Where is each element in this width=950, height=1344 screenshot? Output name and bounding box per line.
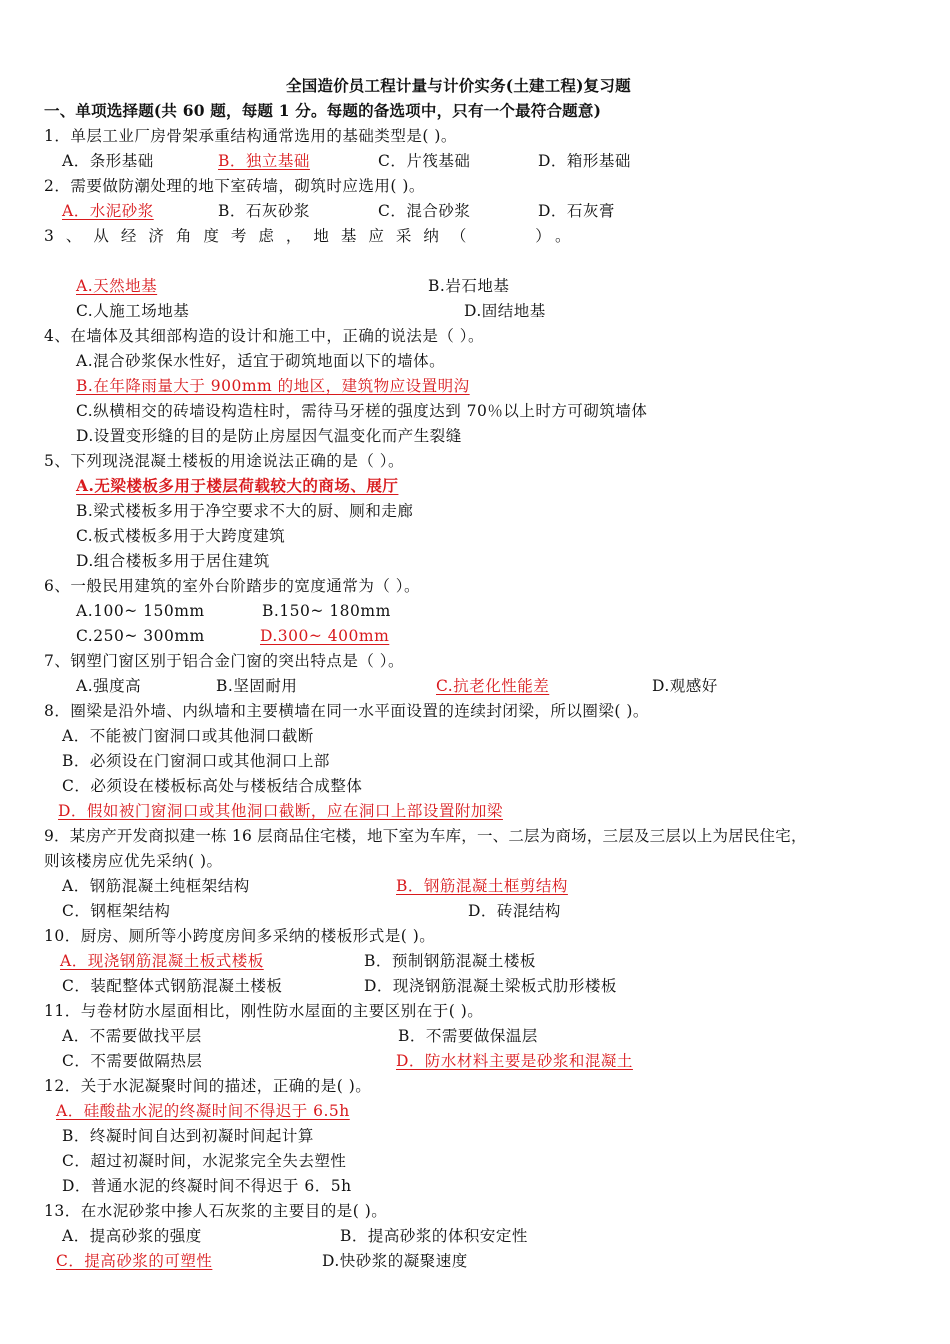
- q2-option-d: D．石灰膏: [538, 202, 615, 220]
- q7-option-d: D.观感好: [652, 677, 718, 695]
- q13-option-d: D.快砂浆的凝聚速度: [322, 1252, 468, 1270]
- q12-option-b: B．终凝时间自达到初凝时间起计算: [62, 1127, 314, 1145]
- q3-option-b: B.岩石地基: [428, 277, 510, 295]
- q13-option-b: B．提高砂浆的体积安定性: [340, 1227, 528, 1245]
- q2-option-c: C．混合砂浆: [378, 202, 471, 220]
- q7-option-c-answer: C.抗老化性能差: [436, 677, 550, 695]
- q3-option-c: C.人施工场地基: [76, 302, 190, 320]
- document-title: 全国造价员工程计量与计价实务(土建工程)复习题: [286, 76, 631, 95]
- q1-option-d: D．箱形基础: [538, 152, 631, 170]
- q11-option-a: A．不需要做找平层: [62, 1027, 202, 1045]
- q9-option-b-answer: B．钢筋混凝土框剪结构: [396, 877, 568, 895]
- q5-option-b: B.梁式楼板多用于净空要求不大的厨、厕和走廊: [76, 502, 414, 520]
- q6-option-c: C.250~ 300mm: [76, 627, 205, 645]
- q6-option-d-answer: D.300~ 400mm: [260, 627, 390, 645]
- q9-option-a: A．钢筋混凝土纯框架结构: [62, 877, 250, 895]
- q8-option-a: A．不能被门窗洞口或其他洞口截断: [62, 727, 314, 745]
- q10-option-a-answer: A．现浇钢筋混凝土板式楼板: [60, 952, 264, 970]
- q8-option-d-answer: D．假如被门窗洞口或其他洞口截断，应在洞口上部设置附加梁: [58, 802, 503, 820]
- q6-option-b: B.150~ 180mm: [262, 602, 391, 620]
- q13-option-c-answer: C．提高砂浆的可塑性: [56, 1252, 213, 1270]
- q7-option-a: A.强度高: [76, 677, 142, 695]
- question-3-stem: 3、从经济角度考虑，地基应采纳（ ）。: [44, 227, 583, 245]
- q5-option-d: D.组合楼板多用于居住建筑: [76, 552, 270, 570]
- q8-option-b: B．必须设在门窗洞口或其他洞口上部: [62, 752, 330, 770]
- q6-option-a: A.100~ 150mm: [76, 602, 205, 620]
- q1-option-a: A．条形基础: [62, 152, 154, 170]
- q11-option-d-answer: D．防水材料主要是砂浆和混凝土: [396, 1052, 633, 1070]
- q8-option-c: C．必须设在楼板标高处与楼板结合成整体: [62, 777, 363, 795]
- q11-option-c: C．不需要做隔热层: [62, 1052, 203, 1070]
- q7-option-b: B.坚固耐用: [216, 677, 298, 695]
- question-2-stem: 2．需要做防潮处理的地下室砖墙，砌筑时应选用( )。: [44, 177, 425, 195]
- q10-option-b: B．预制钢筋混凝土楼板: [364, 952, 536, 970]
- q12-option-a-answer: A．硅酸盐水泥的终凝时间不得迟于 6.5h: [56, 1102, 350, 1120]
- question-6-stem: 6、一般民用建筑的室外台阶踏步的宽度通常为（ ）。: [44, 577, 421, 595]
- q4-option-c: C.纵横相交的砖墙设构造柱时，需待马牙槎的强度达到 70％以上时方可砌筑墙体: [76, 402, 648, 420]
- question-12-stem: 12．关于水泥凝聚时间的描述，正确的是( )。: [44, 1077, 372, 1095]
- q10-option-d: D．现浇钢筋混凝土梁板式肋形楼板: [364, 977, 617, 995]
- question-9-stem: 9．某房产开发商拟建一栋 16 层商品住宅楼，地下室为车库，一、二层为商场，三层及三层以上为居民住宅，: [44, 827, 807, 845]
- q1-option-b-answer: B．独立基础: [218, 152, 310, 170]
- q4-option-d: D.设置变形缝的目的是防止房屋因气温变化而产生裂缝: [76, 427, 462, 445]
- question-7-stem: 7、钢塑门窗区别于铝合金门窗的突出特点是（ ）。: [44, 652, 405, 670]
- q9-option-d: D．砖混结构: [468, 902, 561, 920]
- question-11-stem: 11．与卷材防水屋面相比，刚性防水屋面的主要区别在于( )。: [44, 1002, 484, 1020]
- question-4-stem: 4、在墙体及其细部构造的设计和施工中，正确的说法是（ ）。: [44, 327, 485, 345]
- question-9-stem-cont: 则该楼房应优先采纳( )。: [44, 852, 223, 870]
- question-10-stem: 10．厨房、厕所等小跨度房间多采纳的楼板形式是( )。: [44, 927, 436, 945]
- q4-option-b-answer: B.在年降雨量大于 900mm 的地区，建筑物应设置明沟: [76, 377, 470, 395]
- question-13-stem: 13．在水泥砂浆中掺人石灰浆的主要目的是( )。: [44, 1202, 388, 1220]
- q12-option-c: C．超过初凝时间，水泥浆完全失去塑性: [62, 1152, 347, 1170]
- q1-option-c: C．片筏基础: [378, 152, 471, 170]
- q5-option-c: C.板式楼板多用于大跨度建筑: [76, 527, 286, 545]
- section-heading: 一、单项选择题(共 60 题，每题 1 分。每题的备选项中，只有一个最符合题意): [44, 101, 602, 120]
- q4-option-a: A.混合砂浆保水性好，适宜于砌筑地面以下的墙体。: [76, 352, 446, 370]
- q11-option-b: B．不需要做保温层: [398, 1027, 538, 1045]
- q9-option-c: C．钢框架结构: [62, 902, 171, 920]
- q3-option-a-answer: A.天然地基: [76, 277, 158, 295]
- q10-option-c: C．装配整体式钢筋混凝土楼板: [62, 977, 283, 995]
- question-1-stem: 1．单层工业厂房骨架承重结构通常选用的基础类型是( )。: [44, 127, 457, 145]
- q3-option-d: D.固结地基: [464, 302, 546, 320]
- question-8-stem: 8．圈梁是沿外墙、内纵墙和主要横墙在同一水平面设置的连续封闭梁，所以圈梁( )。: [44, 702, 649, 720]
- question-5-stem: 5、下列现浇混凝土楼板的用途说法正确的是（ ）。: [44, 452, 405, 470]
- q12-option-d: D．普通水泥的终凝时间不得迟于 6．5h: [62, 1177, 352, 1195]
- q13-option-a: A．提高砂浆的强度: [62, 1227, 202, 1245]
- q2-option-a-answer: A．水泥砂浆: [62, 202, 154, 220]
- q2-option-b: B．石灰砂浆: [218, 202, 310, 220]
- q5-option-a-answer: A.无梁楼板多用于楼层荷载较大的商场、展厅: [76, 476, 399, 495]
